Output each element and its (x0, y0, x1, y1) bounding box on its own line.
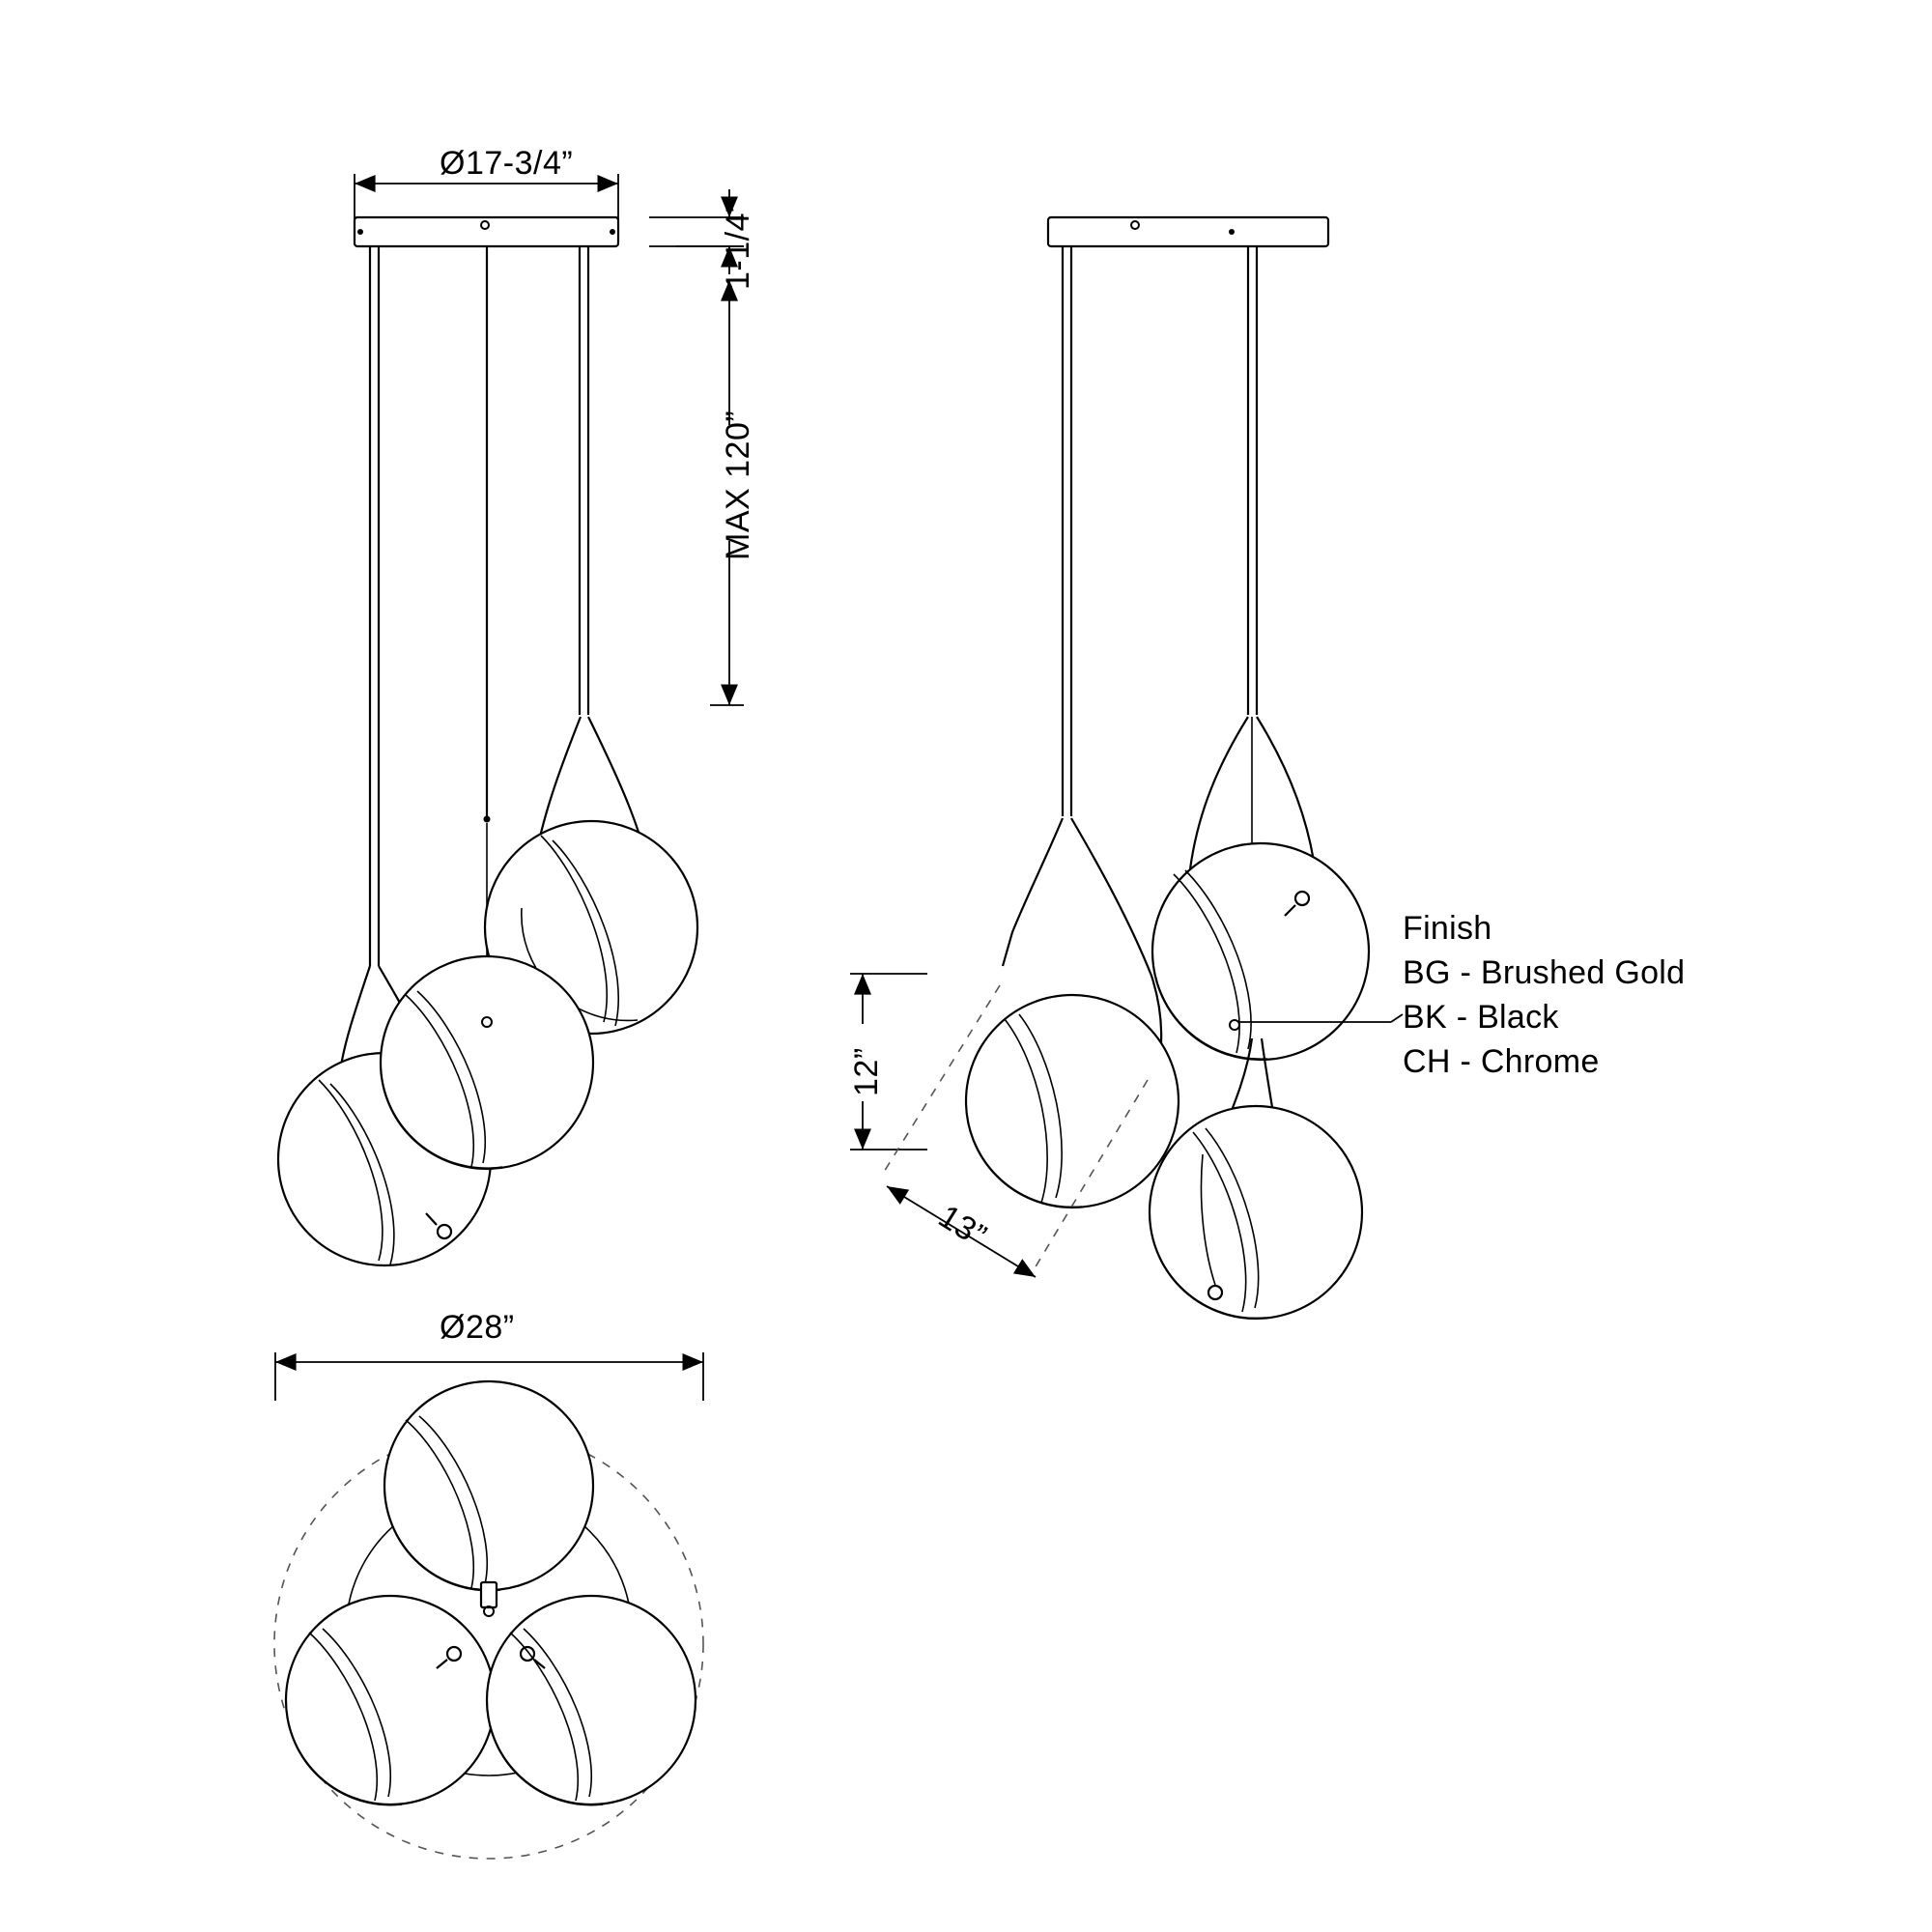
finish-legend-title: Finish (1403, 910, 1492, 947)
dim-label-canopy-diameter: Ø17-3/4” (440, 145, 574, 182)
finish-option-bk: BK - Black (1403, 999, 1559, 1036)
dim-label-max-drop: MAX 120” (720, 410, 756, 560)
side-shade-upper (1152, 843, 1369, 1060)
dim-label-shade-height: 12” (848, 1047, 885, 1096)
plan-shade-left (286, 1596, 495, 1805)
dim-label-canopy-height: 1-1/4” (720, 201, 756, 290)
cord-left (370, 246, 379, 966)
side-shade-lower (1150, 1106, 1362, 1319)
top-plan-view (274, 1352, 703, 1859)
finish-legend (1403, 906, 1685, 1084)
finish-option-bg: BG - Brushed Gold (1403, 954, 1686, 991)
plan-shade-right (487, 1596, 696, 1805)
finish-option-ch: CH - Chrome (1403, 1043, 1600, 1080)
side-cord-left (1063, 246, 1071, 816)
cord-right (580, 246, 588, 715)
shade-center (381, 956, 593, 1169)
side-elevation-view (850, 217, 1403, 1319)
dim-label-overall-spread: Ø28” (440, 1309, 515, 1346)
plan-shade-top (384, 1381, 593, 1591)
side-shade-left (966, 995, 1179, 1208)
dim-label-shade-depth: 13” (931, 1198, 993, 1256)
plan-center-fitting (481, 1582, 497, 1616)
front-elevation-view (278, 174, 744, 1265)
side-cord-right (1248, 246, 1257, 715)
